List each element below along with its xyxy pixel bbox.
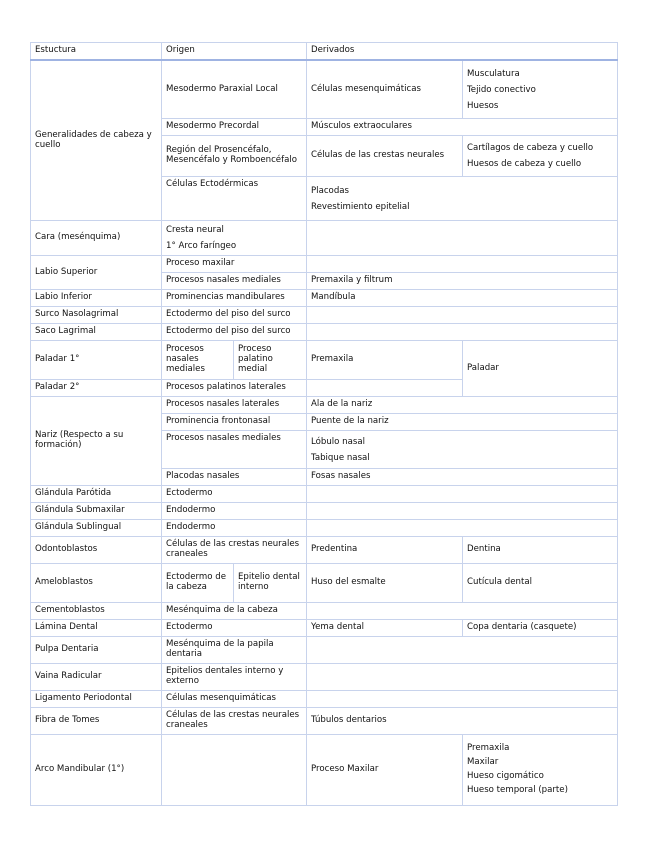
derivative-cell: Fosas nasales <box>307 469 618 486</box>
origin-cell: Procesos nasales mediales <box>162 341 234 380</box>
origin-cell: Región del Prosencéfalo, Mesencéfalo y Romboencéfalo <box>162 136 307 177</box>
row-label: Cementoblastos <box>31 603 162 620</box>
table-row <box>31 221 618 256</box>
extra-cell: Copa dentaria (casquete) <box>463 620 618 637</box>
header-structure: Estuctura <box>31 43 162 61</box>
row-label: Nariz (Respecto a su formación) <box>31 397 162 486</box>
origin-cell: Mesodermo Paraxial Local <box>162 60 307 119</box>
table-row <box>31 564 618 603</box>
origin-cell: Ectodermo del piso del surco <box>162 324 307 341</box>
origin-cell: Proceso maxilar <box>162 256 307 273</box>
origin-cell: Procesos nasales mediales <box>162 273 307 290</box>
origin-cell: Proceso palatino medial <box>234 341 307 380</box>
origin-cell: Prominencias mandibulares <box>162 290 307 307</box>
row-label: Generalidades de cabeza y cuello <box>31 60 162 221</box>
row-label: Glándula Parótida <box>31 486 162 503</box>
origin-cell: Células Ectodérmicas <box>162 177 307 221</box>
origin-cell: Epitelio dental interno <box>234 564 307 603</box>
origin-cell: Ectodermo de la cabeza <box>162 564 234 603</box>
origin-cell: Mesodermo Precordal <box>162 119 307 136</box>
list-item: Cartílagos de cabeza y cuello <box>467 143 594 153</box>
row-label: Paladar 2° <box>31 380 162 397</box>
derivative-cell: Células mesenquimáticas <box>307 60 463 119</box>
derivative-cell <box>307 486 618 503</box>
table-row <box>31 520 618 537</box>
derivative-cell: Ala de la nariz <box>307 397 618 414</box>
list-item: Revestimiento epitelial <box>311 201 410 212</box>
derivative-cell: Premaxila y filtrum <box>307 273 618 290</box>
derivative-cell <box>307 691 618 708</box>
derivative-cell: Yema dental <box>307 620 463 637</box>
row-label: Glándula Sublingual <box>31 520 162 537</box>
derivative-cell: Proceso Maxilar <box>307 735 463 806</box>
derivative-cell: Puente de la nariz <box>307 414 618 431</box>
origin-cell: Procesos nasales laterales <box>162 397 307 414</box>
row-label: Cara (mesénquima) <box>31 221 162 256</box>
derivative-cell <box>307 324 618 341</box>
origin-cell: Endodermo <box>162 520 307 537</box>
derivative-cell <box>307 520 618 537</box>
extra-cell: Paladar <box>463 341 618 397</box>
table-row <box>31 735 618 806</box>
row-label: Pulpa Dentaria <box>31 637 162 664</box>
origin-cell: Procesos nasales mediales <box>162 431 307 469</box>
derivative-cell <box>307 221 618 256</box>
origin-cell: Placodas nasales <box>162 469 307 486</box>
row-label: Lámina Dental <box>31 620 162 637</box>
derivative-cell: Túbulos dentarios <box>307 708 618 735</box>
extra-cell <box>463 735 618 806</box>
table-row <box>31 537 618 564</box>
origin-cell: Células mesenquimáticas <box>162 691 307 708</box>
derivative-cell: Huso del esmalte <box>307 564 463 603</box>
origin-cell: Mesénquima de la papila dentaria <box>162 637 307 664</box>
header-row <box>31 43 618 61</box>
list-item: Premaxila <box>467 743 510 754</box>
origin-cell: Ectodermo del piso del surco <box>162 307 307 324</box>
row-label: Surco Nasolagrimal <box>31 307 162 324</box>
list-item: Musculatura <box>467 68 520 79</box>
list-item: Maxilar <box>467 757 499 768</box>
origin-cell <box>162 221 307 256</box>
list-item: 1° Arco faríngeo <box>166 241 237 251</box>
extra-cell: Cutícula dental <box>463 564 618 603</box>
row-label: Odontoblastos <box>31 537 162 564</box>
origin-cell: Células de las crestas neurales craneales <box>162 708 307 735</box>
table-row <box>31 307 618 324</box>
origin-cell: Endodermo <box>162 503 307 520</box>
derivative-cell <box>307 256 618 273</box>
list-item: Hueso temporal (parte) <box>467 784 568 795</box>
table-row <box>31 341 618 380</box>
row-label: Ligamento Periodontal <box>31 691 162 708</box>
table-row <box>31 691 618 708</box>
embryology-table <box>30 42 618 806</box>
list-item: Huesos <box>467 100 499 111</box>
table-row <box>31 324 618 341</box>
table-row <box>31 503 618 520</box>
table-row <box>31 708 618 735</box>
list-item: Cresta neural <box>166 225 224 235</box>
row-label: Paladar 1° <box>31 341 162 380</box>
list-item: Tejido conectivo <box>467 84 536 95</box>
derivative-cell <box>307 380 463 397</box>
derivative-cell: Células de las crestas neurales <box>307 136 463 177</box>
header-derivatives: Derivados <box>307 43 618 61</box>
list-item: Lóbulo nasal <box>311 436 366 447</box>
table-row <box>31 664 618 691</box>
list-item: Hueso cigomático <box>467 771 544 781</box>
origin-cell: Procesos palatinos laterales <box>162 380 307 397</box>
origin-cell <box>162 735 307 806</box>
derivative-cell <box>307 637 618 664</box>
row-label: Vaina Radicular <box>31 664 162 691</box>
origin-cell: Mesénquima de la cabeza <box>162 603 307 620</box>
table-row <box>31 397 618 414</box>
row-label: Labio Superior <box>31 256 162 290</box>
header-origin: Origen <box>162 43 307 61</box>
origin-cell: Ectodermo <box>162 620 307 637</box>
derivative-cell <box>307 307 618 324</box>
derivative-cell: Predentina <box>307 537 463 564</box>
list-item: Huesos de cabeza y cuello <box>467 159 582 169</box>
origin-cell: Epitelios dentales interno y externo <box>162 664 307 691</box>
origin-cell: Células de las crestas neurales craneales <box>162 537 307 564</box>
row-label: Glándula Submaxilar <box>31 503 162 520</box>
derivative-cell <box>307 431 618 469</box>
derivative-cell <box>307 177 618 221</box>
row-label: Fibra de Tomes <box>31 708 162 735</box>
derivative-cell: Mandíbula <box>307 290 618 307</box>
derivative-cell <box>307 503 618 520</box>
extra-cell <box>463 136 618 177</box>
table-row <box>31 486 618 503</box>
table-row <box>31 603 618 620</box>
derivative-cell <box>307 603 618 620</box>
derivative-cell: Premaxila <box>307 341 463 380</box>
row-label: Ameloblastos <box>31 564 162 603</box>
row-label: Arco Mandibular (1°) <box>31 735 162 806</box>
list-item: Tabique nasal <box>311 452 370 463</box>
table-row <box>31 60 618 119</box>
row-label: Saco Lagrimal <box>31 324 162 341</box>
extra-cell <box>463 60 618 119</box>
derivative-cell <box>307 664 618 691</box>
table-row <box>31 256 618 273</box>
row-label: Labio Inferior <box>31 290 162 307</box>
derivative-cell: Músculos extraoculares <box>307 119 618 136</box>
list-item: Placodas <box>311 185 350 196</box>
extra-cell: Dentina <box>463 537 618 564</box>
origin-cell: Prominencia frontonasal <box>162 414 307 431</box>
table-row <box>31 620 618 637</box>
table-row <box>31 290 618 307</box>
origin-cell: Ectodermo <box>162 486 307 503</box>
table-row <box>31 637 618 664</box>
